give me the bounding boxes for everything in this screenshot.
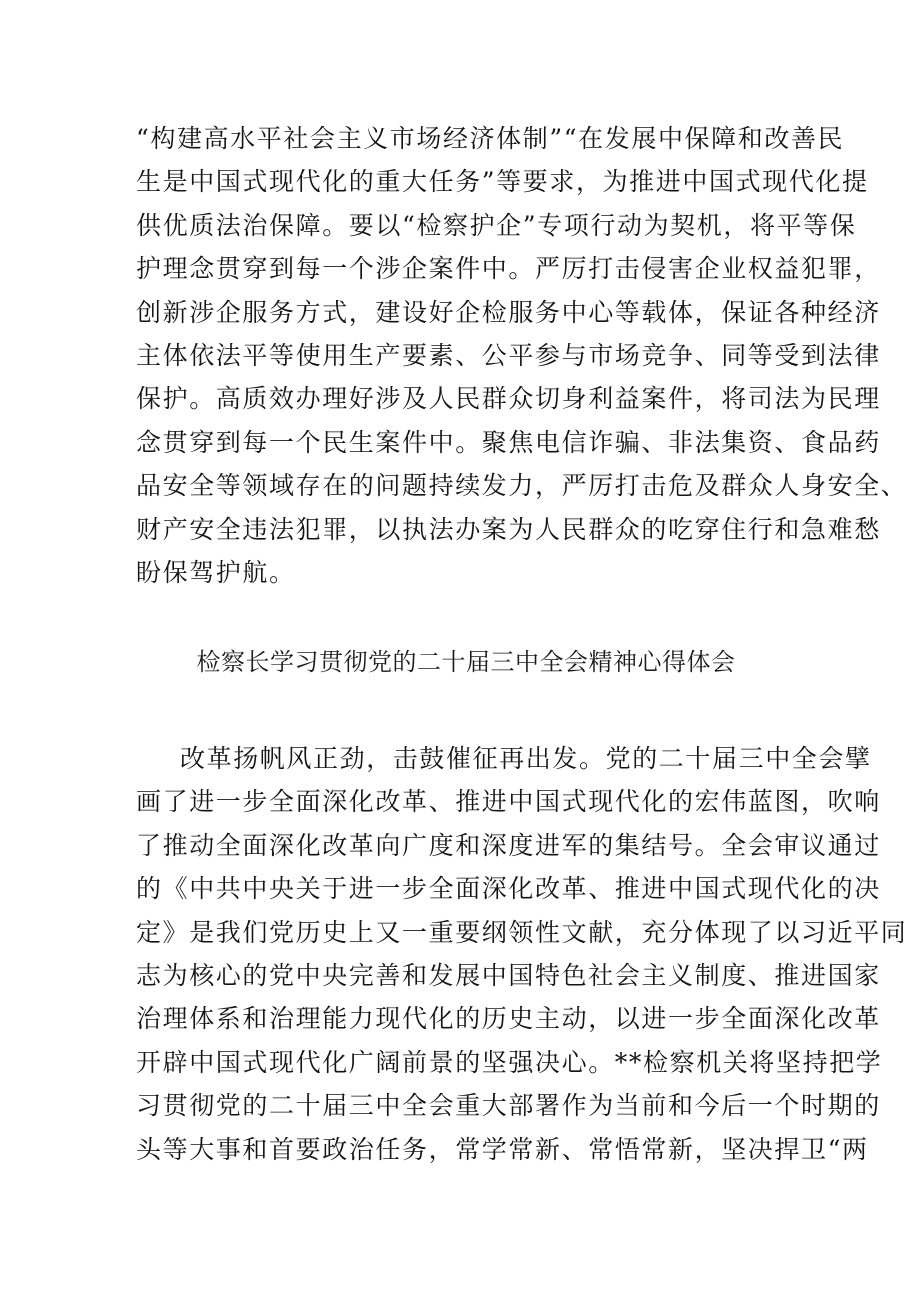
text-line: 头等大事和首要政治任务，常学常新、常悟常新，坚决捍卫“两: [136, 1134, 869, 1164]
text-line: 的《中共中央关于进一步全面深化改革、推进中国式现代化的决: [136, 874, 881, 904]
paragraph-intro: [136, 737, 908, 1171]
text-line: 护理念贯穿到每一个涉企案件中。严厉打击侵害企业权益犯罪，: [136, 254, 881, 284]
text-line: 治理体系和治理能力现代化的历史主动，以进一步全面深化改革: [136, 1004, 881, 1034]
paragraph-continued: [136, 117, 908, 594]
text-line: 念贯穿到每一个民生案件中。聚焦电信诈骗、非法集资、食品药: [136, 427, 881, 457]
section-title: 检察长学习贯彻党的二十届三中全会精神心得体会: [196, 648, 736, 676]
text-line: 创新涉企服务方式，建设好企检服务中心等载体，保证各种经济: [136, 297, 881, 327]
text-line: 志为核心的党中央完善和发展中国特色社会主义制度、推进国家: [136, 960, 881, 990]
text-line: 改革扬帆风正劲，击鼓催征再出发。党的二十届三中全会擘: [180, 744, 872, 773]
text-line: 财产安全违法犯罪，以执法办案为人民群众的吃穿住行和急难愁: [136, 514, 881, 544]
text-line: 定》是我们党历史上又一重要纲领性文献，充分体现了以习近平同: [136, 917, 908, 947]
text-line: 品安全等领域存在的问题持续发力，严厉打击危及群众人身安全、: [136, 471, 908, 501]
text-line: 主体依法平等使用生产要素、公平参与市场竞争、同等受到法律: [136, 340, 881, 370]
text-line: 画了进一步全面深化改革、推进中国式现代化的宏伟蓝图，吹响: [136, 787, 881, 817]
text-line: 供优质法治保障。要以“检察护企”专项行动为契机，将平等保: [136, 210, 857, 240]
text-line: 盼保驾护航。: [136, 557, 296, 587]
text-line: 习贯彻党的二十届三中全会重大部署作为当前和今后一个时期的: [136, 1091, 881, 1121]
text-line: 保护。高质效办理好涉及人民群众切身利益案件，将司法为民理: [136, 384, 881, 414]
text-line: 开辟中国式现代化广阔前景的坚强决心。**检察机关将坚持把学: [136, 1047, 883, 1077]
text-line: “构建高水平社会主义市场经济体制”“在发展中保障和改善民: [136, 124, 845, 153]
text-line: 生是中国式现代化的重大任务”等要求，为推进中国式现代化提: [136, 167, 869, 197]
text-line: 了推动全面深化改革向广度和深度进军的集结号。全会审议通过: [136, 830, 881, 860]
